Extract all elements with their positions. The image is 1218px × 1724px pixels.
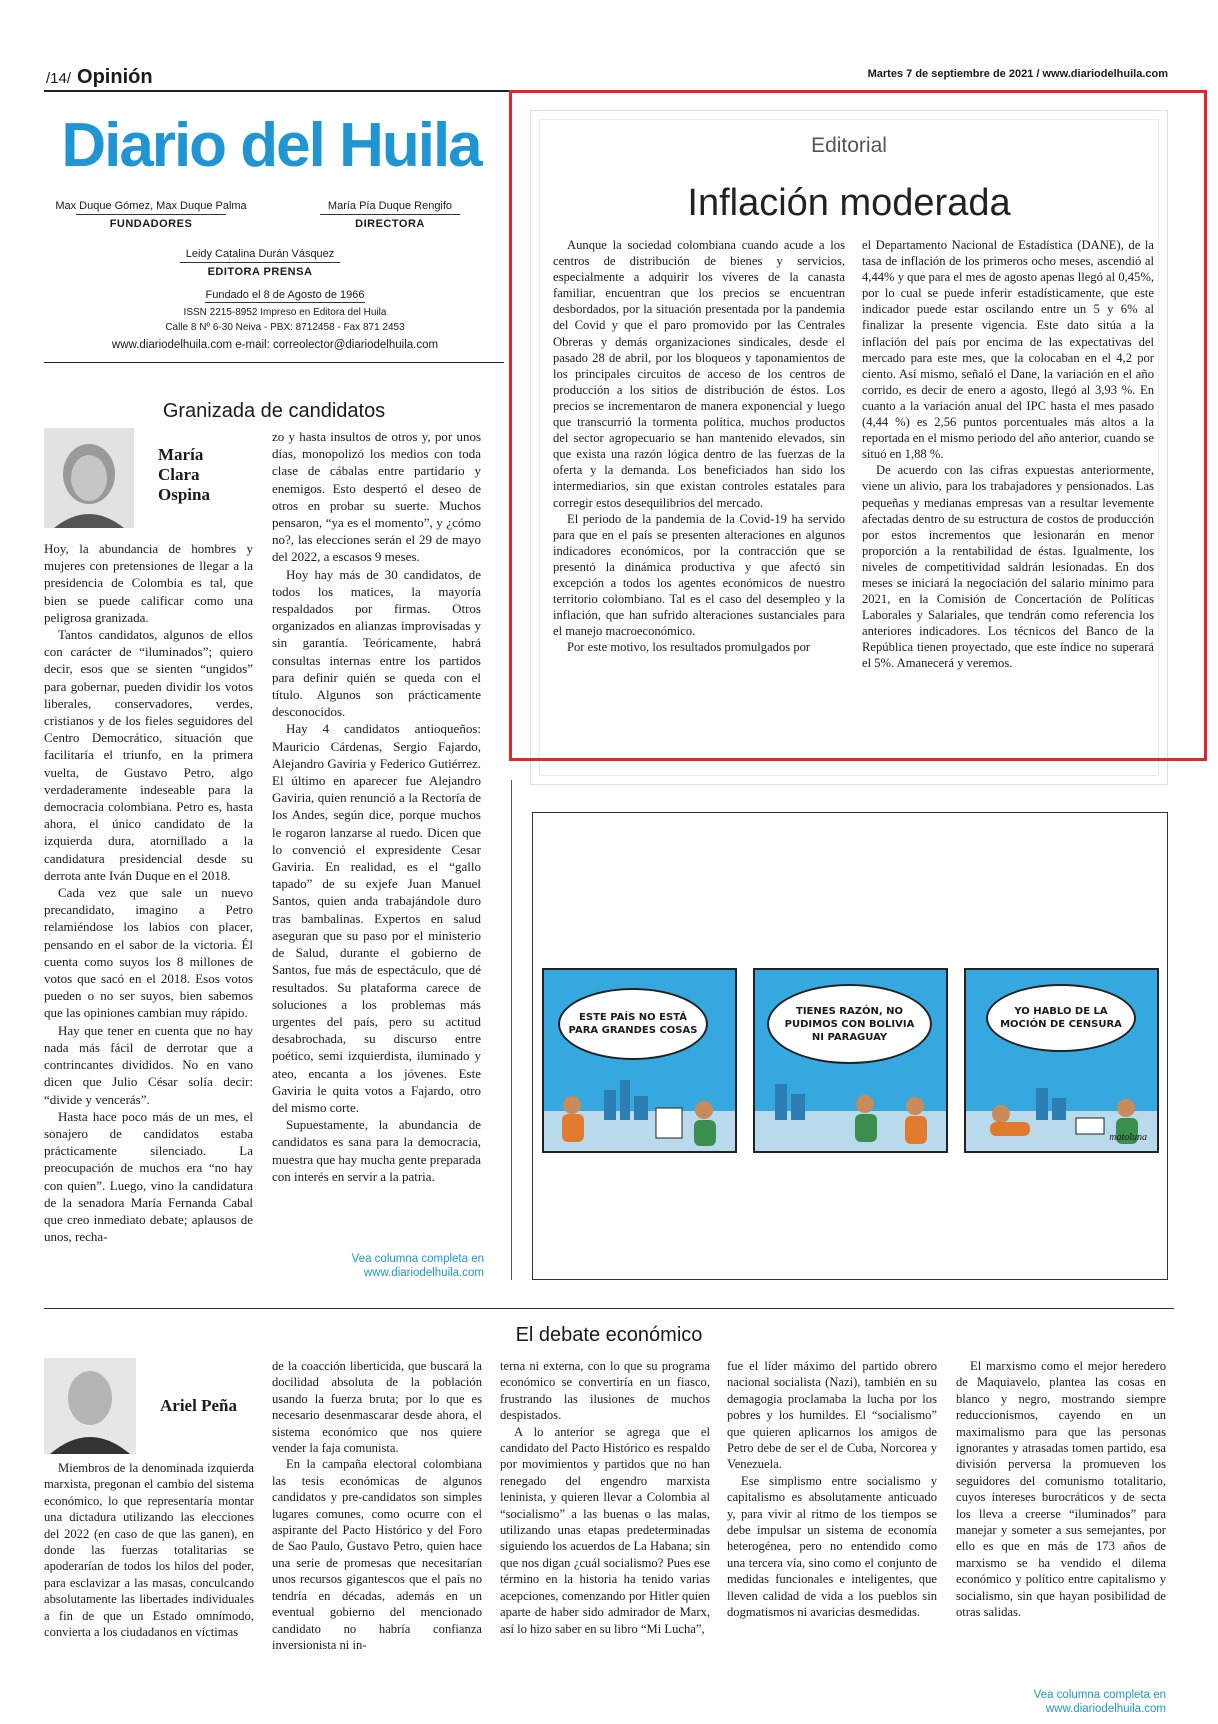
column-divider: [511, 780, 512, 1280]
column2-text-1: [44, 1460, 254, 1640]
page-header-section: [46, 66, 153, 89]
read-more-text: Vea columna completa en: [1033, 1689, 1166, 1701]
paragraph: zo y hasta insultos de otros y, por unos días, monopolizó los medios con toda clase de cábalas entre partidario y enemigos. Esto despertó el deseo de otros en probar su suerte. Muchos pensaron, “ya es el momento”, y ¿cómo no?, las elecciones serán el 29 de mayo del 2022, a escasos 9 meses.: [272, 429, 481, 565]
author-name: Ariel Peña: [160, 1396, 237, 1415]
portrait-image: [44, 428, 134, 528]
column1-text-b: [272, 428, 481, 1185]
paragraph: Por este motivo, los resultados promulgados por: [567, 640, 811, 655]
author-portrait: [44, 1358, 136, 1454]
column-title: Granizada de candidatos: [162, 400, 386, 422]
column2-text-2: [272, 1358, 482, 1653]
cartoon-box: [532, 812, 1168, 1280]
column-title: El debate económico: [515, 1324, 703, 1346]
cartoon-panel-1: [542, 968, 737, 1153]
paragraph: Hoy, la abundancia de hombres y mujeres con pretensiones de llegar a la presidencia de Colombia es tal, que bien se puede calificar como una peligrosa granizada.: [44, 541, 253, 625]
read-more-link[interactable]: [980, 1688, 1166, 1716]
paragraph: de la coacción liberticida, que buscará la docilidad absoluta de la población usando la fuerza bruta; por lo que es necesario desenmascarar desde ahora, el sistema económico que nos quiere vender la faja comunista.: [272, 1359, 482, 1456]
paragraph: A lo anterior se agrega que el candidato del Pacto Histórico es respaldo por movimientos y partidos que no han renegado del engendro marxista leninista, y quieren llevar a Colombia al “socialismo” a las buenas o las malas, utilizando unas etapas predeterminadas siguiendo los acuerdos de La Habana; sin que nos digan ¿cuál socialismo? Pues ese término en la historia ha tenido varias acepciones, comenzando por Hitler quien aparte de haber sido admirador de Marx, así lo hizo saber en su libro “Mi Lucha”,: [500, 1424, 710, 1636]
author-first: María: [158, 445, 204, 464]
cartoon-characters: [755, 1070, 948, 1153]
paragraph: el Departamento Nacional de Estadística (DANE), de la tasa de inflación de los primeros ocho meses, ascendió al 4,44% y que para el mes de agosto apenas llegó al 0,45%, por lo cual se puede inferir estadísticamente, que este indicador puede estar oscilando entre un 5 y 6% al finalizar la presente vigencia. Este dato sitúa a la inflación del país por encima de las expectativas del mercado para este mes, que la colocaban en el 4,2 por ciento. Así mismo, señaló el Dane, la variación en el año corrido, es decir de enero a agosto, llegó al 3,93 %. En cuanto a la variación anual del IPC hasta el mes pasado (4,44 %) es 2,56 puntos porcentuales más altos a la reportada en el mismo periodo del año anterior, cuando se situó en 1,88 %.: [862, 238, 1154, 462]
speech-bubble-1: ESTE PAÍS NO ESTÁ PARA GRANDES COSAS: [558, 988, 708, 1060]
column1-text-a: [44, 540, 253, 1245]
cartoon-panel-3: [964, 968, 1159, 1153]
read-more-link[interactable]: [300, 1252, 484, 1280]
read-more-url: www.diariodelhuila.com: [1045, 1703, 1166, 1715]
paragraph: De acuerdo con las cifras expuestas anteriormente, viene un alivio, para los trabajadores y pensionados. Las pequeñas y medianas empresas van a resultar levemente afectadas dentro de su estructura de costos de producción por estos incrementos que lesionarán en menor proporción a la rentabilidad de éstas. Igualmente, los niveles de competitividad saldrán lesionadas. En dos meses se iniciará la negociación del salario mínimo para 2021, en la Comisión de Concertación de Políticas Laborales y Salariales, que tendrán como referencia los anteriores indicadores. Los técnicos del Banco de la República tienen proyectado, que este índice no superará el 5%. Amanecerá y veremos.: [862, 463, 1154, 671]
column2-text-3: [500, 1358, 710, 1637]
paragraph: Aunque la sociedad colombiana cuando acude a los centros de distribución de bienes y servicios, especialmente a adquirir los víveres de la canasta familiar, encuentran que los precios se encuentran desbordados, por la situación presentada por la pandemia del Covid y que el paro promovido por las Centrales Obreras y demás organizaciones sindicales, desde el pasado 28 de abril, por los bloqueos y taponamientos de los principales circuitos de acceso de los centros de producción a los sitios de distribución de éstos. Los precios se incrementaron de manera exponencial y luego que transcurrió la tormenta política, muchos productos del sector agropecuario se han mantenido elevados, sin que exista una razón lógica dentro de las fuerzas de la oferta y la demanda. Los beneficiados han sido los intermediarios, sin que existan controles estatales para corregir estos desequilibrios del mercado.: [553, 238, 845, 510]
column2-text-5: [956, 1358, 1166, 1621]
issn-line: ISSN 2215-8952 Impreso en Editora del Huila: [183, 307, 387, 318]
founders-label: FUNDADORES: [76, 214, 226, 232]
editorial-title: Inflación moderada: [687, 182, 1011, 224]
director-name: María Pía Duque Rengifo: [327, 200, 453, 212]
newspaper-logo: Diario del Huila: [61, 111, 481, 180]
section-name: Opinión: [77, 66, 153, 88]
paragraph: fue el líder máximo del partido obrero nacional socialista (Nazi), también en su demagogia proclamaba la lucha por los pobres y los humildes. El “socialismo” que quieren aplicarnos los amigos de Petro debe de ser el de Cuba, Norcorea y Venezuela.: [727, 1359, 937, 1472]
editor-label: EDITORA PRENSA: [180, 262, 340, 280]
editor-block: [140, 246, 380, 280]
paragraph: En la campaña electoral colombiana las tesis económicas de algunos candidatos y pre-candidatos son simples lugares comunes, como ocurre con el aspirante del Pacto Histórico y del Foro de Sao Paulo, Gustavo Petro, quien hace una serie de promesas que necesitarían unos recursos gigantescos que el país no tendría en décadas, además en un eventual gobierno del mencionado candidato no habría confianza inversionista ni in-: [272, 1457, 482, 1652]
author-name: [158, 445, 258, 505]
director-block: [300, 198, 480, 232]
author-portrait: [44, 428, 134, 528]
founders-names: Max Duque Gómez, Max Duque Palma: [55, 200, 247, 212]
paragraph: Hay 4 candidatos antioqueños: Mauricio Cárdenas, Sergio Fajardo, Alejandro Gaviria y Federico Gutiérrez. El último en aparecer fue Alejandro Gaviria, quien renunció a la Rectoría de los Andes, según dice, porque muchos le rogaron lanzarse al ruedo. Dicen que lo convenció el expresidente Cesar Gaviria. En realidad, es el “gallo tapado” de su exjefe Juan Manuel Santos, quien anda trabajándole duro tras bambalinas. Expertos en salud aseguran que su paso por el ministerio de Salud, durante el gobierno de Santos, fue más de espectáculo, que dé resultados. Su plataforma carece de soluciones a los problemas más urgentes del país, pero su actitud desabrochada, su discurso entre poético, semi izquierdista, iluminado y ateo, encanta a los jóvenes. Este Gaviria le quita votos a Fajardo, otro del mismo corte.: [272, 721, 481, 1115]
paragraph: Supuestamente, la abundancia de candidatos es sana para la democracia, muestra que hay mucha gente preparada con interés en servir a la patria.: [272, 1117, 481, 1184]
cartoon-panel-2: [753, 968, 948, 1153]
header-date-site: Martes 7 de septiembre de 2021 / www.diariodelhuila.com: [867, 68, 1168, 80]
web-email-line: www.diariodelhuila.com e-mail: correolector@diariodelhuila.com: [111, 339, 439, 351]
address-line: Calle 8 Nº 6-30 Neiva - PBX: 8712458 - Fax 871 2453: [165, 322, 405, 333]
section-rule: [44, 1308, 1174, 1309]
paragraph: El marxismo como el mejor heredero de Maquiavelo, plantea las cosas en blanco y negro, mostrando siempre reduccionismos, cayendo en un maximalismo para que las personas ignorantes y atrasadas tomen partido, esa división perversa la promueven los seguidores del comunismo totalitario, cuyos intereses burocráticos y de secta los lleva a creerse “iluminados” para manejar y someter a sus semejantes, por ello es que en más de 173 años de marxismo se ha vendido el dilema económico y político entre capitalismo y socialismo, sin que hayan posibilidad de otras salidas.: [956, 1359, 1166, 1620]
paragraph: Ese simplismo entre socialismo y capitalismo es absolutamente anticuado y, para vivir al ritmo de los tiempos se debe impulsar un sistema de economía heterogénea, pero no entendido como una tercera vía, sino como el conjunto de medidas funcionales e inteligentes, que lleven calidad de vida a los pueblos sin dogmatismos ni avaricias desmedidas.: [727, 1473, 937, 1620]
editorial-kicker: Editorial: [811, 134, 887, 157]
cartoonist-signature: matoluna: [1109, 1132, 1147, 1143]
paragraph: Hoy hay más de 30 candidatos, de todos los matices, la mayoría respaldados por firmas. Otros organizados en alianzas improvisadas y sin garantía. Teóricamente, habrá consultas internas entre los partidos para definir quién se queda con el título. Algunos son prácticamente desconocidos.: [272, 566, 481, 720]
read-more-text: Vea columna completa en: [351, 1253, 484, 1265]
founded-text: Fundado el 8 de Agosto de 1966: [205, 289, 365, 301]
founded-date: [150, 288, 420, 303]
speech-bubble-2: TIENES RAZÓN, NO PUDIMOS CON BOLIVIA NI PARAGUAY: [767, 984, 932, 1064]
editor-name: Leidy Catalina Durán Vásquez: [185, 248, 335, 260]
masthead-rule: [44, 362, 504, 363]
paragraph: Cada vez que sale un nuevo precandidato, imagino a Petro relamiéndose los labios con placer, pensando en el sabor de la victoria. Él cuenta como suyos los 8 millones de votos que sacó en el 2018. Esos votos pueden o no ser suyos, bien sabemos que las opiniones cambian muy rápido.: [44, 885, 253, 1021]
paragraph: terna ni externa, con lo que su programa económico se convertiría en un fiasco, frustrando las ilusiones de muchos despistados.: [500, 1359, 710, 1423]
paragraph: Miembros de la denominada izquierda marxista, pregonan el cambio del sistema económico, lo que representaría montar una dictadura utilizando las elecciones del 2022 (en caso de que las ganen), en donde las fuerzas totalitarias se apoderarían de todos los hilos del poder, para esclavizar a las masas, conculcando absolutamente las libertades individuales a fin de que un Estado omnímodo, convierta a los ciudadanos en víctimas: [44, 1461, 254, 1640]
page-number: /14/: [46, 70, 72, 87]
column2-text-4: [727, 1358, 937, 1621]
speech-bubble-3: YO HABLO DE LA MOCIÓN DE CENSURA: [986, 984, 1136, 1052]
author-second: Clara: [158, 465, 200, 484]
cartoon-characters: [544, 1070, 737, 1153]
paragraph: Tantos candidatos, algunos de ellos con carácter de “iluminados”; quiero decir, esos que se sienten “ungidos” para gobernar, pueden dividir los votos liberales, conservadores, verdes, cristianos y de los fieles seguidores del Centro Democrático, situación que facilitaría el triunfo, en la primera vuelta, de Gustavo Petro, algo verdaderamente indeseable para la democracia colombiana. Petro es, hasta ahora, el único candidato de la izquierda dura, atornillado a la candidatura presidencial desde su derrota ante Iván Duque en el 2018.: [44, 627, 253, 883]
paragraph: Hay que tener en cuenta que no hay nada más fácil de derrotar que a contrincantes divididos. No en vano dicen que Julio César solía decir: “divide y vencerás”.: [44, 1022, 253, 1107]
portrait-image: [44, 1358, 136, 1454]
read-more-url: www.diariodelhuila.com: [363, 1267, 484, 1279]
paragraph: Hasta hace poco más de un mes, el sonajero de candidatos estaba prácticamente silenciado. La preocupación de muchos era “no hay con quien”. Luego, vino la candidatura de la senadora María Fernanda Cabal que creo inmediato debate; aplausos de unos, recha-: [44, 1108, 253, 1245]
founders-block: [46, 198, 256, 232]
paragraph: El periodo de la pandemia de la Covid-19 ha servido para que en el país se presenten alteraciones en algunos indicadores económicos, por la contracción que se presentó la dinámica productiva y que afectó sin excepción a todos los agentes económicos de nuestro territorio colombiano. Tal es el caso del desempleo y la inflación, que han sufrido alteraciones sustanciales para el manejo macroeconómico.: [553, 511, 845, 639]
director-label: DIRECTORA: [320, 214, 460, 232]
highlight-frame: [509, 90, 1207, 761]
author-last: Ospina: [158, 485, 210, 504]
